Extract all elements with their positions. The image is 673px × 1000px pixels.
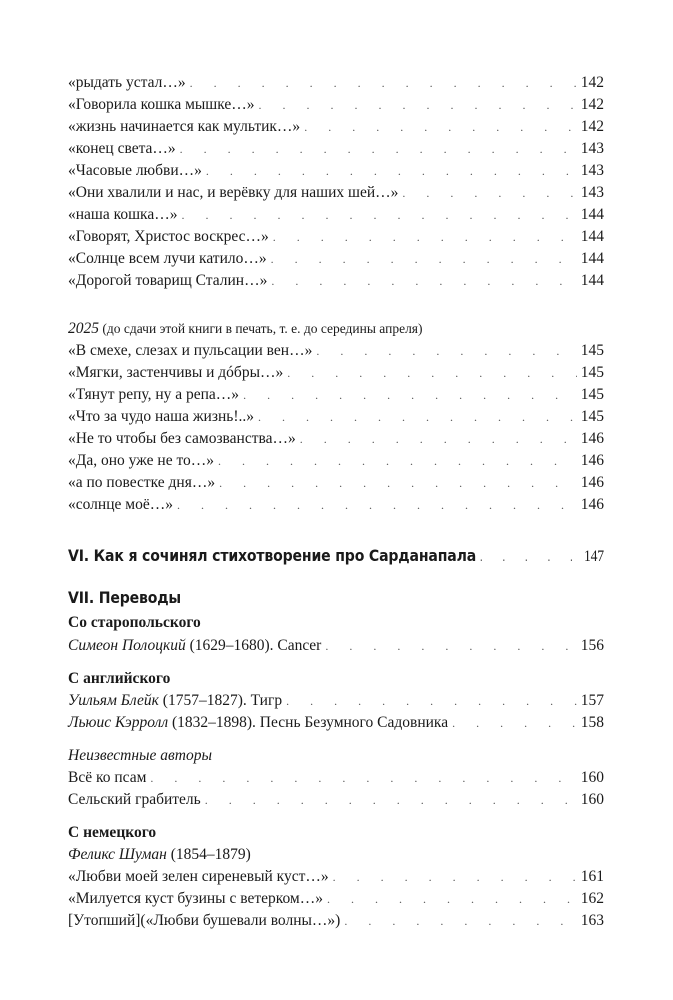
toc-entry[interactable]: [68, 789, 604, 811]
author-name: Феликс Шуман: [68, 846, 167, 863]
entry-title: «В смехе, слезах и пульсации вен…»: [68, 342, 313, 359]
entry-title: «Милуется куст бузины с ветерком…»: [68, 890, 323, 907]
page-number: 145: [580, 342, 604, 359]
toc-entry[interactable]: [68, 767, 604, 789]
leader-dots: [271, 248, 577, 270]
page-number: 160: [580, 791, 604, 808]
entry-title: Всё ко псам: [68, 769, 147, 786]
entry-rest: (1832–1898). Песнь Безумного Садовника: [168, 714, 449, 731]
unknown-authors-label: Неизвестные авторы: [68, 747, 212, 764]
toc-entry[interactable]: [68, 910, 604, 932]
entry-title: [68, 690, 282, 712]
leader-dots: [205, 789, 577, 811]
year-note: [68, 318, 604, 340]
author-dates: (1854–1879): [166, 846, 251, 863]
page-number: 161: [580, 868, 604, 885]
page-number: 145: [580, 386, 604, 403]
author-name: Симеон Полоцкий: [68, 637, 186, 654]
german-author: [68, 844, 251, 866]
leader-dots: [271, 270, 576, 292]
page-number: 163: [580, 912, 604, 929]
entry-title: «Не то чтобы без самозванства…»: [68, 430, 296, 447]
toc-entry[interactable]: [68, 94, 604, 116]
toc-entry[interactable]: [68, 226, 604, 248]
toc-entry[interactable]: [68, 472, 604, 494]
subsection-heading-polish: Со старопольского: [68, 614, 201, 631]
toc-entry[interactable]: [68, 160, 604, 182]
section-heading-vii[interactable]: [68, 584, 540, 612]
entry-title: [68, 635, 321, 657]
entry-title: [Утопший](«Любви бушевали волны…»): [68, 912, 341, 929]
leader-dots: [333, 866, 577, 888]
leader-dots: [286, 690, 577, 712]
toc-entry[interactable]: [68, 340, 604, 362]
entry-title: «Дорогой товарищ Сталин…»: [68, 272, 268, 289]
toc-entry[interactable]: [68, 866, 604, 888]
leader-dots: [219, 472, 577, 494]
entry-title: Сельский грабитель: [68, 791, 201, 808]
leader-dots: [258, 406, 577, 428]
page-number: 156: [580, 637, 604, 654]
page-number: 143: [580, 184, 604, 201]
page-number: 142: [580, 74, 604, 91]
entry-title: «Тянут репу, ну а репа…»: [68, 386, 240, 403]
page-number: 146: [580, 474, 604, 491]
entry-rest: (1629–1680). Cancer: [185, 637, 322, 654]
page-number: 146: [580, 496, 604, 513]
toc-entry[interactable]: [68, 635, 604, 657]
toc-entry[interactable]: [68, 450, 604, 472]
entry-title: «Говорят, Христос воскрес…»: [68, 228, 269, 245]
page-number: 144: [580, 228, 604, 245]
page-number: 146: [580, 430, 604, 447]
toc-entry[interactable]: [68, 248, 604, 270]
toc-entry[interactable]: [68, 204, 604, 226]
page-number: 142: [580, 96, 604, 113]
toc-entry[interactable]: [68, 712, 604, 734]
leader-dots: [180, 138, 577, 160]
leader-dots: [327, 888, 577, 910]
entry-title: «наша кошка…»: [68, 206, 178, 223]
year-note-text: (до сдачи этой книги в печать, т. е. до середины апреля): [102, 321, 423, 336]
subsection-heading-german: С немецкого: [68, 824, 157, 841]
toc-entry[interactable]: [68, 428, 604, 450]
toc-entry[interactable]: [68, 138, 604, 160]
entry-rest: (1757–1827). Тигр: [158, 692, 283, 709]
entry-title: «рыдать устал…»: [68, 74, 186, 91]
toc-entry[interactable]: [68, 384, 604, 406]
toc-entry[interactable]: [68, 270, 604, 292]
section-title: VI. Как я сочинял стихотворение про Сарданапала: [68, 546, 477, 565]
leader-dots: [344, 910, 576, 932]
entry-title: «а по повестке дня…»: [68, 474, 216, 491]
page-number: 145: [580, 408, 604, 425]
entry-title: «Мягки, застенчивы и дóбры…»: [68, 364, 284, 381]
leader-dots: [273, 226, 577, 248]
author-name: Уильям Блейк: [68, 692, 159, 709]
toc-entry[interactable]: [68, 406, 604, 428]
entry-title: «Говорила кошка мышке…»: [68, 96, 255, 113]
entry-title: «Солнце всем лучи катило…»: [68, 250, 267, 267]
leader-dots: [177, 494, 577, 516]
page-number: 144: [580, 272, 604, 289]
toc-entry[interactable]: [68, 494, 604, 516]
leader-dots: [150, 767, 576, 789]
entry-title: «Часовые любви…»: [68, 162, 202, 179]
entry-title: «жизнь начинается как мультик…»: [68, 118, 301, 135]
toc-entry[interactable]: [68, 690, 604, 712]
page-number: 147: [583, 548, 604, 565]
year-label: 2025: [68, 320, 99, 337]
page-number: 143: [580, 140, 604, 157]
toc-entry[interactable]: [68, 182, 604, 204]
section-heading-vi[interactable]: [68, 542, 604, 570]
entry-title: «Да, оно уже не то…»: [68, 452, 215, 469]
subsection-heading-english: С английского: [68, 670, 171, 687]
leader-dots: [181, 204, 576, 226]
section-title: VII. Переводы: [68, 588, 181, 607]
leader-dots: [243, 384, 577, 406]
page-number: 160: [580, 769, 604, 786]
entry-title: «Любви моей зелен сиреневый куст…»: [68, 868, 329, 885]
page-number: 144: [580, 206, 604, 223]
leader-dots: [304, 116, 577, 138]
page-number: 143: [580, 162, 604, 179]
entry-title: «Они хвалили и нас, и верёвку для наших шей…»: [68, 184, 399, 201]
leader-dots: [316, 340, 576, 362]
entry-title: «конец света…»: [68, 140, 176, 157]
leader-dots: [190, 72, 577, 94]
page-number: 142: [580, 118, 604, 135]
leader-dots: [300, 428, 577, 450]
leader-dots: [402, 182, 576, 204]
page-number: 158: [580, 714, 604, 731]
author-name: Льюис Кэрролл: [68, 714, 169, 731]
leader-dots: [259, 94, 577, 116]
leader-dots: [480, 543, 581, 571]
page-number: 144: [580, 250, 604, 267]
leader-dots: [325, 635, 576, 657]
entry-title: «Что за чудо наша жизнь!..»: [68, 408, 254, 425]
page-number: 146: [580, 452, 604, 469]
toc-entry[interactable]: [68, 362, 604, 384]
page-number: 162: [580, 890, 604, 907]
entry-title: «солнце моё…»: [68, 496, 173, 513]
leader-dots: [287, 362, 577, 384]
page-number: 145: [580, 364, 604, 381]
leader-dots: [218, 450, 577, 472]
toc-entry[interactable]: [68, 888, 604, 910]
toc-entry[interactable]: [68, 116, 604, 138]
page-number: 157: [580, 692, 604, 709]
toc-entry[interactable]: [68, 72, 604, 94]
entry-title: [68, 712, 448, 734]
leader-dots: [452, 712, 577, 734]
leader-dots: [206, 160, 577, 182]
